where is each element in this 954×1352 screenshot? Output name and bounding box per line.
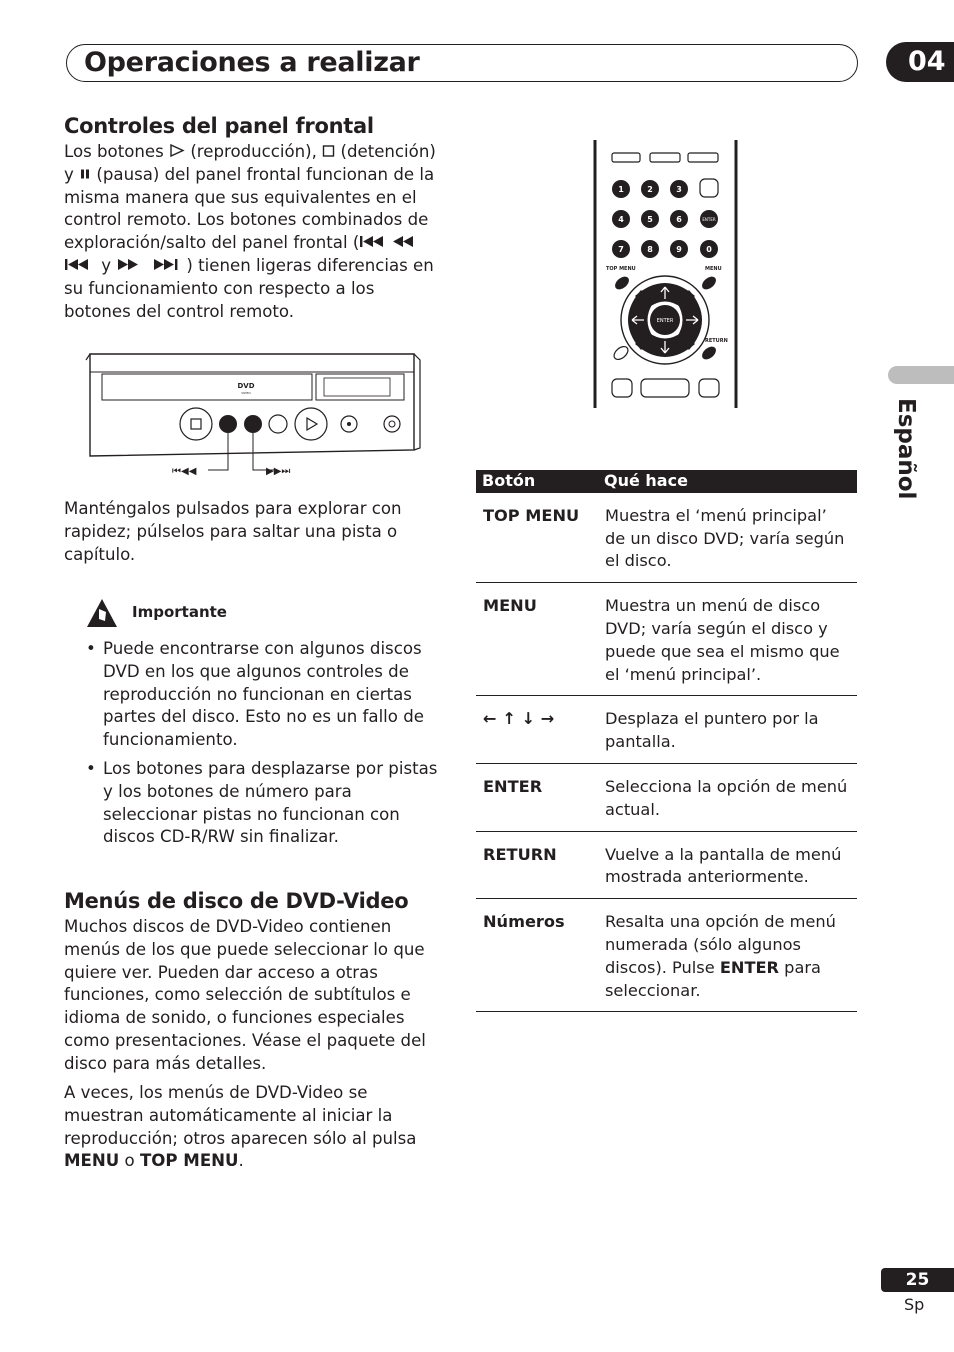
table-cell-desc: Muestra el ‘menú principal’ de un disco DVD; varía según el disco. [598, 493, 857, 583]
table-cell-key: RETURN [476, 831, 598, 899]
table-cell-key: ENTER [476, 763, 598, 831]
important-bullet: • Puede encontrarse con algunos discos DVD en los que algunos controles de reproducción no funcionan en ciertas partes del disco. Esto no es un fallo de funcionamiento. [64, 638, 444, 752]
dvd-menus-paragraph-2: A veces, los menús de DVD-Video se muestran automáticamente al iniciar la reproducción; otros aparecen sólo al pulsa MENU o TOP MENU. [64, 1083, 417, 1171]
table-row [476, 899, 857, 1012]
table-cell-key: MENU [476, 583, 598, 696]
remote-return-label: RETURN [705, 338, 728, 344]
table-cell-desc: Resalta una opción de menú numerada (sólo algunos discos). Pulse ENTER para seleccionar. [598, 899, 857, 1012]
skip-forward-scan-icon [116, 258, 186, 271]
table-cell-desc: Muestra un menú de disco DVD; varía según el disco y puede que sea el mismo que el ‘menú principal’. [598, 583, 857, 696]
remote-digit-4: 4 [618, 215, 624, 224]
panel-dvd-logo-sub: VIDEO [241, 391, 251, 395]
remote-control-illustration [592, 140, 740, 410]
front-panel-illustration [84, 350, 426, 480]
remote-menu-label: MENU [705, 266, 722, 272]
language-code: Sp [904, 1295, 925, 1314]
table-cell-key: TOP MENU [476, 493, 598, 583]
table-row [476, 493, 857, 583]
side-tab-marker [888, 366, 954, 384]
page-title: Operaciones a realizar [84, 47, 420, 78]
remote-digit-2: 2 [647, 185, 653, 194]
front-panel-paragraph: Los botones (reproducción), (detención) y (pausa) del panel frontal funcionan de la misma manera que sus equivalentes en el control remoto. Los botones combinados de exploración/salto del panel frontal ( y ) tienen ligeras diferencias en su funcionamiento con respecto a los botones del control remoto. [64, 142, 436, 321]
remote-digit-8: 8 [647, 245, 653, 254]
panel-label-skip-back: ⏮◀◀ [172, 466, 197, 477]
table-cell-desc: Desplaza el puntero por la pantalla. [598, 696, 857, 764]
table-cell-desc: Selecciona la opción de menú actual. [598, 763, 857, 831]
skip-back-scan-icon [359, 235, 427, 248]
important-list [64, 638, 444, 855]
panel-label-skip-forward: ▶▶⏭ [266, 466, 291, 477]
remote-digit-9: 9 [676, 245, 682, 254]
chapter-number: 04 [886, 42, 954, 82]
important-title: Importante [132, 603, 227, 621]
side-tab-language: Español [893, 398, 919, 500]
section-heading-dvd-menus: Menús de disco de DVD-Video [64, 889, 409, 913]
table-row [476, 696, 857, 764]
front-panel-note: Manténgalos pulsados para explorar con rapidez; púlselos para saltar una pista o capítulo. [64, 499, 402, 564]
pause-icon [79, 168, 91, 180]
button-table [476, 470, 857, 1012]
remote-digit-5: 5 [647, 215, 653, 224]
play-icon [169, 144, 185, 157]
remote-digit-7: 7 [618, 245, 624, 254]
skip-back-icon [64, 258, 96, 271]
table-cell-key: Números [476, 899, 598, 1012]
stop-icon [322, 145, 335, 157]
remote-digit-3: 3 [676, 185, 682, 194]
dvd-menus-paragraph-1: Muchos discos de DVD-Video contienen menús de los que puede seleccionar lo que quiere ver. Pueden dar acceso a otras funciones, como selección de subtítulos e idioma de sonido, o funciones especiales como presentaciones. Véase el paquete del disco para más detalles. [64, 917, 426, 1073]
important-warning-icon [86, 597, 118, 629]
table-row [476, 763, 857, 831]
page-number: 25 [881, 1268, 954, 1292]
remote-enter-small: ENTER [702, 217, 716, 222]
remote-digit-1: 1 [618, 185, 624, 194]
important-bullet: • Los botones para desplazarse por pistas y los botones de número para seleccionar pistas no funcionan con discos CD-R/RW sin finalizar. [64, 758, 444, 849]
remote-enter-center: ENTER [656, 318, 674, 324]
table-row [476, 831, 857, 899]
remote-top-menu-label: TOP MENU [606, 266, 636, 272]
panel-dvd-logo: DVD [237, 382, 255, 390]
remote-digit-0: 0 [706, 245, 712, 254]
table-header-function: Qué hace [598, 470, 857, 493]
section-heading-front-panel: Controles del panel frontal [64, 114, 374, 138]
table-header-button: Botón [476, 470, 598, 493]
table-cell-key: ← ↑ ↓ → [476, 696, 598, 764]
table-row [476, 583, 857, 696]
table-cell-desc: Vuelve a la pantalla de menú mostrada anteriormente. [598, 831, 857, 899]
remote-digit-6: 6 [676, 215, 682, 224]
